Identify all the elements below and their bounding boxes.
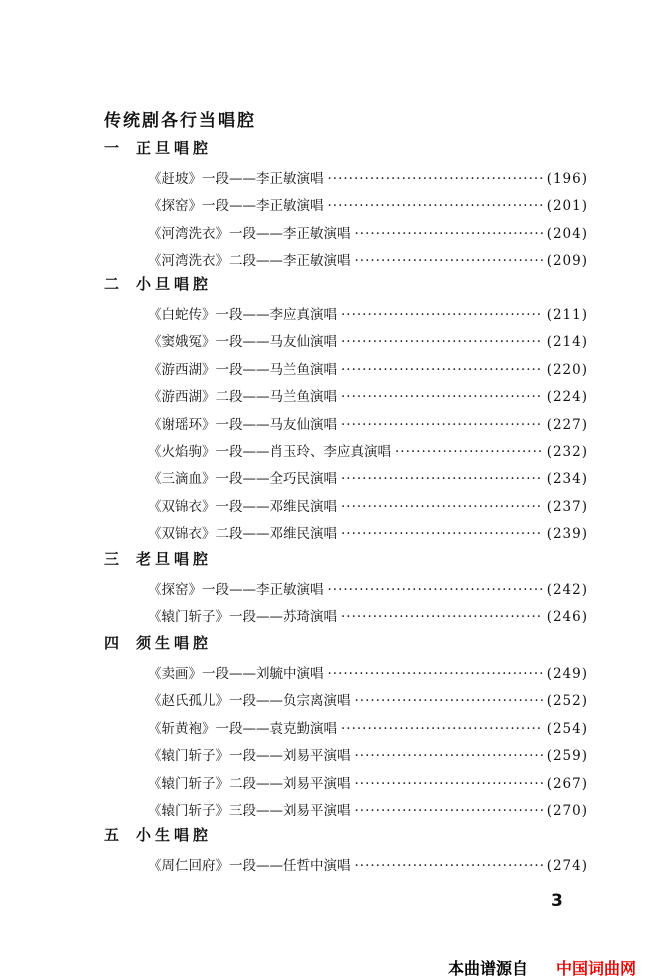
toc-entry[interactable] [148,467,588,487]
toc-entry-page: (242) [546,582,588,598]
dot-leader [355,693,543,709]
toc-entry-title: 《双锦衣》二段——邓维民演唱 [148,526,337,542]
dot-leader [341,499,543,515]
toc-entry-title: 《斩黄袍》一段——袁克勤演唱 [148,721,337,737]
dot-leader [341,609,543,625]
toc-entry[interactable] [148,772,588,792]
toc-entry-title: 《辕门斩子》一段——刘易平演唱 [148,748,351,764]
dot-leader [328,171,543,187]
footer-site-name[interactable]: 中国词曲网 [556,959,637,978]
toc-entry-page: (209) [546,253,588,269]
section-name: 小旦唱腔 [136,275,213,293]
dot-leader [355,253,543,269]
section-number: 三 [104,550,120,568]
toc-entry[interactable] [148,689,588,709]
toc-entry-page: (196) [546,171,588,187]
toc-entry[interactable] [148,799,588,819]
toc-entry[interactable] [148,413,588,433]
toc-entry-title: 《河湾洗衣》一段——李正敏演唱 [148,226,351,242]
dot-leader [341,721,543,737]
toc-entry-title: 《三滴血》一段——全巧民演唱 [148,471,337,487]
toc-entry[interactable] [148,440,588,460]
toc-entry-page: (220) [546,362,588,378]
toc-entry-title: 《赶坡》一段——李正敏演唱 [148,171,324,187]
dot-leader [328,582,543,598]
toc-entry-title: 《周仁回府》一段——任哲中演唱 [148,858,351,874]
toc-entry-page: (204) [546,226,588,242]
toc-entry-page: (227) [546,417,588,433]
dot-leader [341,471,543,487]
toc-entry-page: (232) [546,444,588,460]
toc-entry-title: 《窦娥冤》一段——马友仙演唱 [148,334,337,350]
section-heading [104,137,212,158]
toc-entry-title: 《游西湖》二段——马兰鱼演唱 [148,389,337,405]
page-title: 传统剧各行当唱腔 [104,111,256,131]
toc-entry[interactable] [148,194,588,214]
toc-entry[interactable] [148,222,588,242]
toc-entry-page: (246) [546,609,588,625]
toc-entry-title: 《卖画》一段——刘毓中演唱 [148,666,324,682]
section-name: 须生唱腔 [136,634,213,652]
dot-leader [341,389,543,405]
dot-leader [341,526,543,542]
toc-entry-page: (224) [546,389,588,405]
section-number: 五 [104,826,120,844]
dot-leader [341,334,543,350]
toc-entry-page: (201) [546,198,588,214]
dot-leader [341,362,543,378]
footer-source-label: 本曲谱源自 [448,959,529,978]
toc-entry[interactable] [148,522,588,542]
toc-entry[interactable] [148,330,588,350]
toc-entry-title: 《赵氏孤儿》一段——负宗离演唱 [148,693,351,709]
toc-entry[interactable] [148,167,588,187]
toc-entry-page: (259) [546,748,588,764]
dot-leader [355,803,543,819]
toc-entry-title: 《辕门斩子》二段——刘易平演唱 [148,776,351,792]
dot-leader [328,666,543,682]
toc-entry[interactable] [148,605,588,625]
section-heading [104,632,212,653]
toc-entry-page: (239) [546,526,588,542]
dot-leader [341,307,543,323]
toc-entry-title: 《双锦衣》一段——邓维民演唱 [148,499,337,515]
dot-leader [355,226,543,242]
toc-entry[interactable] [148,578,588,598]
toc-entry-page: (252) [546,693,588,709]
toc-entry-page: (211) [546,307,588,323]
toc-entry-page: (237) [546,499,588,515]
toc-entry-page: (267) [546,776,588,792]
toc-entry-page: (254) [546,721,588,737]
toc-entry-page: (214) [546,334,588,350]
toc-entry[interactable] [148,249,588,269]
toc-entry[interactable] [148,744,588,764]
dot-leader [341,417,543,433]
dot-leader [355,748,543,764]
toc-entry-title: 《辕门斩子》一段——苏琦演唱 [148,609,337,625]
toc-entry-title: 《游西湖》一段——马兰鱼演唱 [148,362,337,378]
toc-entry-title: 《河湾洗衣》二段——李正敏演唱 [148,253,351,269]
section-name: 正旦唱腔 [136,139,213,157]
toc-entry-page: (249) [546,666,588,682]
toc-entry-page: (270) [546,803,588,819]
toc-entry[interactable] [148,854,588,874]
dot-leader [328,198,543,214]
toc-entry[interactable] [148,303,588,323]
dot-leader [355,858,543,874]
dot-leader [395,444,543,460]
toc-entry-title: 《探窑》一段——李正敏演唱 [148,582,324,598]
toc-entry[interactable] [148,662,588,682]
page-number: 3 [551,891,563,911]
section-heading [104,273,212,294]
toc-entry-title: 《白蛇传》一段——李应真演唱 [148,307,337,323]
section-name: 小生唱腔 [136,826,213,844]
toc-entry[interactable] [148,358,588,378]
section-name: 老旦唱腔 [136,550,213,568]
toc-entry[interactable] [148,385,588,405]
section-number: 二 [104,275,120,293]
toc-entry-title: 《辕门斩子》三段——刘易平演唱 [148,803,351,819]
toc-entry-title: 《探窑》一段——李正敏演唱 [148,198,324,214]
section-number: 一 [104,139,120,157]
toc-entry-title: 《谢瑶环》一段——马友仙演唱 [148,417,337,433]
section-heading [104,824,212,845]
section-heading [104,548,212,569]
toc-entry[interactable] [148,717,588,737]
toc-entry-page: (274) [546,858,588,874]
section-number: 四 [104,634,120,652]
toc-entry[interactable] [148,495,588,515]
toc-entry-page: (234) [546,471,588,487]
toc-entry-title: 《火焰驹》一段——肖玉玲、李应真演唱 [148,444,391,460]
dot-leader [355,776,543,792]
